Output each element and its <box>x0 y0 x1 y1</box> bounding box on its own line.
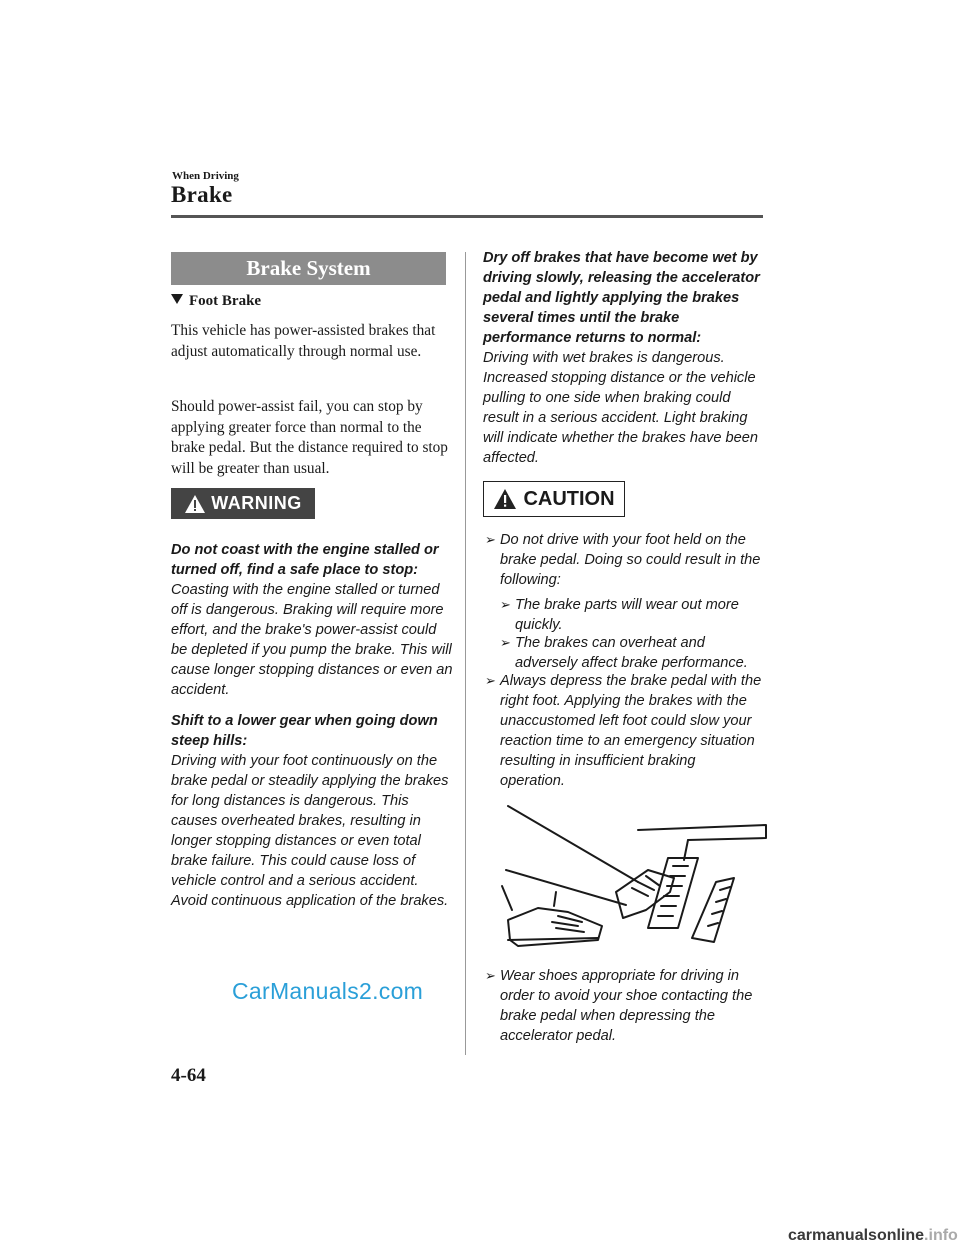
caution-subbullet-2 <box>500 633 765 673</box>
arrow-bullet-icon: ➢ <box>485 968 496 983</box>
caution-bullet-1 <box>485 530 762 590</box>
caution-bullet-3 <box>485 966 762 1046</box>
footer-right: .info <box>924 1227 958 1244</box>
warning2-title: Shift to a lower gear when going down steep hills: <box>171 713 438 749</box>
warning2-body: Driving with your foot continuously on the brake pedal or steadily applying the brakes for long distances is dangerous. This causes overheated brakes, resulting in longer stopping distances or even total brake failure. This could cause loss of vehicle control and a serious accident. Avoid continuous application of the brakes. <box>171 753 449 909</box>
column-divider <box>465 252 466 1055</box>
section-label: When Driving <box>172 170 239 182</box>
caution-icon <box>493 488 517 510</box>
warning-text: WARNING <box>211 493 302 513</box>
triangle-icon <box>171 294 183 304</box>
warning-icon <box>184 494 206 514</box>
arrow-bullet-icon: ➢ <box>485 532 496 547</box>
caution-subbullet-1-text: The brake parts will wear out more quickly. <box>515 597 739 633</box>
chapter-title: Brake <box>171 182 233 207</box>
arrow-bullet-icon: ➢ <box>485 673 496 688</box>
caution-bullet-1-text: Do not drive with your foot held on the brake pedal. Doing so could result in the following: <box>500 532 761 588</box>
wet-brakes-title: Dry off brakes that have become wet by driving slowly, releasing the accelerator pedal and lightly applying the brakes several times until the brake performance returns to normal: <box>483 250 760 346</box>
caution-bullet-2-text: Always depress the brake pedal with the right foot. Applying the brakes with the unaccustomed left foot could slow your reaction time to an emergency situation resulting in insufficient braking operation. <box>500 673 762 789</box>
footer-link[interactable] <box>788 1227 958 1245</box>
arrow-bullet-icon: ➢ <box>500 635 511 650</box>
caution-text: CAUTION <box>523 487 615 510</box>
watermark[interactable]: CarManuals2.com <box>232 978 424 1004</box>
page-number: 4-64 <box>171 1065 206 1086</box>
wet-brakes-body: Driving with wet brakes is dangerous. Increased stopping distance or the vehicle pulling to one side when braking could result in a serious accident. Light braking will indicate whether the brakes have been affected. <box>483 350 759 466</box>
paragraph-2: Should power-assist fail, you can stop by applying greater force than normal to the brake pedal. But the distance required to stop will be greater than usual. <box>171 398 448 477</box>
section-bar: Brake System <box>171 252 446 285</box>
subheading <box>171 293 261 310</box>
warning1-body: Coasting with the engine stalled or turned off is dangerous. Braking will require more effort, and the brake's power-assist could be depleted if you pump the brake. This will cause longer stopping distances or even an accident. <box>171 582 453 698</box>
header-rule <box>171 215 763 218</box>
warning1-title: Do not coast with the engine stalled or turned off, find a safe place to stop: <box>171 542 439 578</box>
warning-label <box>171 488 315 519</box>
caution-subbullet-2-text: The brakes can overheat and adversely affect brake performance. <box>515 635 748 671</box>
caution-bullet-2 <box>485 671 762 791</box>
caution-label <box>483 481 625 517</box>
paragraph-1: This vehicle has power-assisted brakes that adjust automatically through normal use. <box>171 322 436 360</box>
caution-bullet-3-text: Wear shoes appropriate for driving in order to avoid your shoe contacting the brake pedal when depressing the accelerator pedal. <box>500 968 753 1044</box>
pedal-illustration <box>498 800 768 960</box>
arrow-bullet-icon: ➢ <box>500 597 511 612</box>
caution-subbullet-1 <box>500 595 765 635</box>
footer-left: carmanualsonline <box>788 1227 925 1244</box>
subheading-text: Foot Brake <box>189 293 262 309</box>
